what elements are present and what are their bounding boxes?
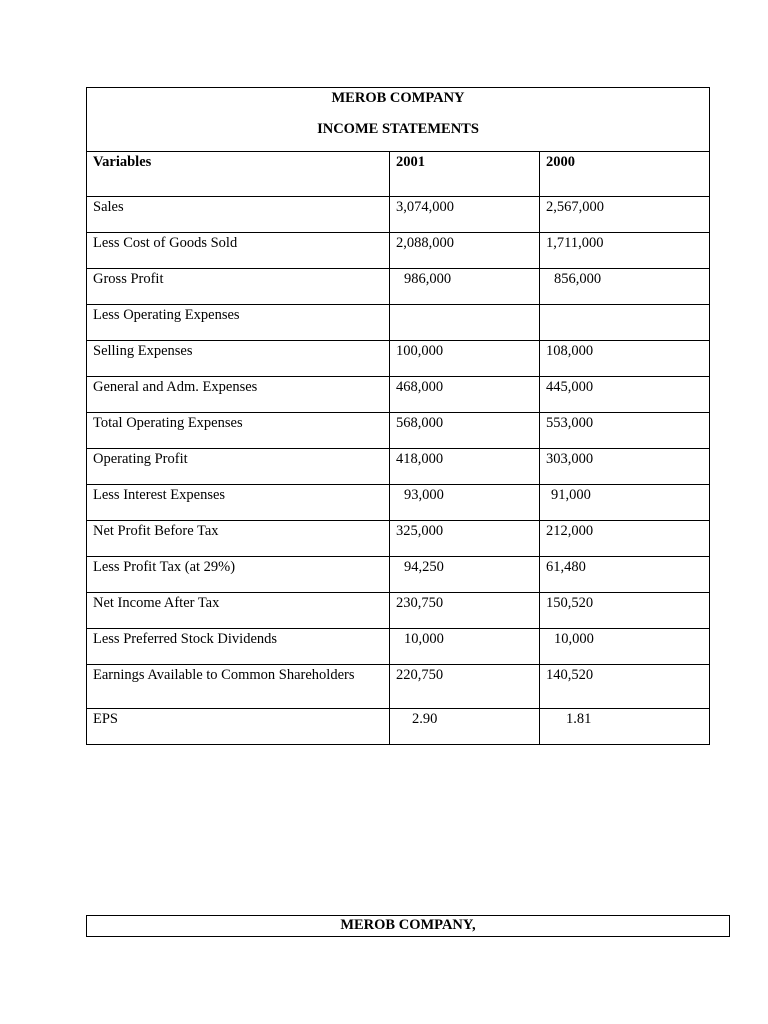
row-label: Gross Profit	[87, 269, 390, 305]
table-header-row	[87, 152, 710, 197]
table-row	[87, 665, 710, 709]
value-2000: 856,000	[540, 269, 710, 305]
table-title-row	[87, 88, 710, 152]
row-label: Sales	[87, 197, 390, 233]
value-2001: 3,074,000	[390, 197, 540, 233]
value-2000: 303,000	[540, 449, 710, 485]
row-label: Net Profit Before Tax	[87, 521, 390, 557]
row-label: Total Operating Expenses	[87, 413, 390, 449]
value-2001: 230,750	[390, 593, 540, 629]
value-2000: 108,000	[540, 341, 710, 377]
row-label: Less Profit Tax (at 29%)	[87, 557, 390, 593]
value-2000: 445,000	[540, 377, 710, 413]
value-2001: 94,250	[390, 557, 540, 593]
column-header-2001: 2001	[390, 152, 540, 197]
value-2001: 220,750	[390, 665, 540, 709]
value-2001: 418,000	[390, 449, 540, 485]
value-2001: 10,000	[390, 629, 540, 665]
value-2001: 325,000	[390, 521, 540, 557]
value-2000: 140,520	[540, 665, 710, 709]
value-2000: 1.81	[540, 709, 710, 745]
table-row	[87, 233, 710, 269]
income-statement-table	[86, 87, 710, 745]
value-2000: 553,000	[540, 413, 710, 449]
value-2000: 91,000	[540, 485, 710, 521]
row-label: EPS	[87, 709, 390, 745]
table-row	[87, 629, 710, 665]
value-2000: 212,000	[540, 521, 710, 557]
row-label: Net Income After Tax	[87, 593, 390, 629]
table-title-cell	[87, 88, 710, 152]
row-label: Less Preferred Stock Dividends	[87, 629, 390, 665]
value-2001: 568,000	[390, 413, 540, 449]
statement-title: INCOME STATEMENTS	[317, 121, 479, 137]
table-row	[87, 521, 710, 557]
value-2000	[540, 305, 710, 341]
table-row	[87, 269, 710, 305]
table-row	[87, 413, 710, 449]
row-label: Selling Expenses	[87, 341, 390, 377]
value-2000: 150,520	[540, 593, 710, 629]
table-row	[87, 709, 710, 745]
table-row	[87, 449, 710, 485]
row-label: Less Interest Expenses	[87, 485, 390, 521]
row-label: Less Cost of Goods Sold	[87, 233, 390, 269]
row-label: Less Operating Expenses	[87, 305, 390, 341]
table-row	[87, 341, 710, 377]
value-2001: 2.90	[390, 709, 540, 745]
value-2000: 61,480	[540, 557, 710, 593]
table-row	[87, 377, 710, 413]
value-2000: 2,567,000	[540, 197, 710, 233]
table-row	[87, 305, 710, 341]
row-label: Earnings Available to Common Shareholders	[87, 665, 390, 709]
column-header-variables: Variables	[87, 152, 390, 197]
table-row	[87, 197, 710, 233]
table-row	[87, 557, 710, 593]
company-name: MEROB COMPANY	[331, 90, 465, 106]
value-2000: 1,711,000	[540, 233, 710, 269]
value-2001: 2,088,000	[390, 233, 540, 269]
value-2000: 10,000	[540, 629, 710, 665]
value-2001: 100,000	[390, 341, 540, 377]
row-label: General and Adm. Expenses	[87, 377, 390, 413]
table-row	[87, 593, 710, 629]
value-2001	[390, 305, 540, 341]
value-2001: 93,000	[390, 485, 540, 521]
column-header-2000: 2000	[540, 152, 710, 197]
row-label: Operating Profit	[87, 449, 390, 485]
value-2001: 986,000	[390, 269, 540, 305]
table-row	[87, 485, 710, 521]
footer-company-heading: MEROB COMPANY,	[86, 915, 730, 937]
value-2001: 468,000	[390, 377, 540, 413]
